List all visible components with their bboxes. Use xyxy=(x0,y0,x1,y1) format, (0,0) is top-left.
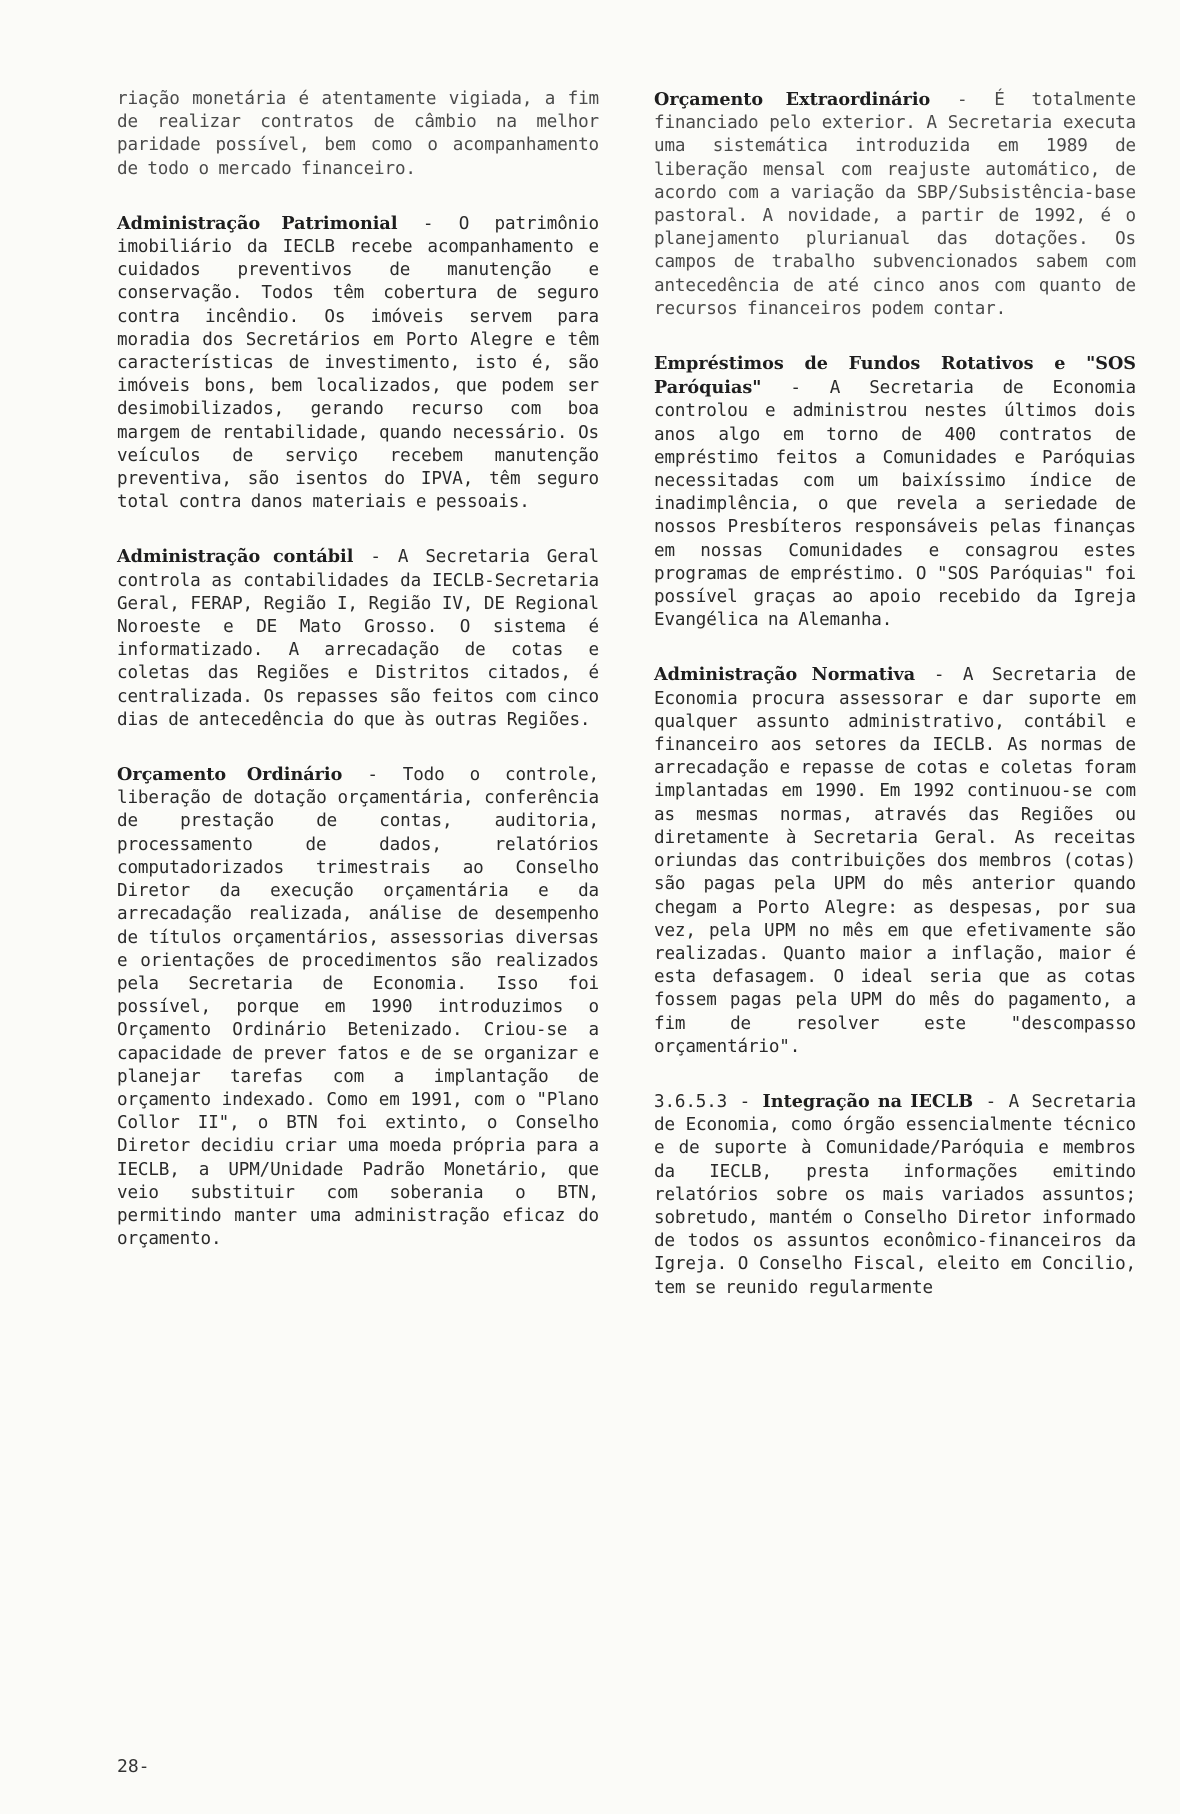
paragraph-text: - A Secretaria de Economia procura assessorar e dar suporte em qualquer assunto administrativo, contábil e financeiro aos setores da IECLB. As normas de arrecadação e repasse de cotas e coletas foram implantadas em 1990. Em 1992 continuou-se com as mesmas normas, através das Regiões ou diretamente à Secretaria Geral. As receitas oriundas das contribuições dos membros (cotas) são pagas pela UPM do mês anterior quando chegam a Porto Alegre: as despesas, por sua vez, pela UPM no mês em que efetivamente são realizadas. Quanto maior a inflação, maior é esta defasagem. O ideal seria que as cotas fossem pagas pela UPM do mês do pagamento, a fim de resolver este "descompasso orçamentário". xyxy=(654,665,1136,1057)
paragraph-heading: Administração contábil xyxy=(117,546,354,568)
page-number: 28- xyxy=(117,1756,150,1777)
paragraph-continuation xyxy=(117,88,599,181)
paragraph-administracao-contabil xyxy=(117,545,599,732)
paragraph-text: - É totalmente financiado pelo exterior. A Secretaria executa uma sistemática introduzida em 1989 de liberação mensal com reajuste automático, de acordo com a variação da SBP/Subsistência-base pastoral. A novidade, a partir de 1992, é o planejamento plurianual das dotações. Os campos de trabalho subvencionados sabem com antecedência de até cinco anos com quanto de recursos financeiros podem contar. xyxy=(654,90,1136,319)
paragraph-heading: Orçamento Ordinário xyxy=(117,764,343,786)
paragraph-orcamento-ordinario xyxy=(117,763,599,1251)
paragraph-text: - A Secretaria de Economia, como órgão essencialmente técnico e de suporte à Comunidade/Paróquia e membros da IECLB, presta informações emitindo relatórios sobre os mais variados assuntos; sobretudo, mantém o Conselho Diretor informado de todos os assuntos econômico-financeiros da Igreja. O Conselho Fiscal, eleito em Concilio, tem se reunido regularmente xyxy=(654,1091,1136,1298)
paragraph-text: - Todo o controle, liberação de dotação orçamentária, conferência de prestação de contas, auditoria, processamento de dados, relatórios computadorizados trimestrais ao Conselho Diretor da execução orçamentária e da arrecadação realizada, análise de desempenho de títulos orçamentários, assessorias diversas e orientações de procedimentos são realizados pela Secretaria de Economia. Isso foi possível, porque em 1990 introduzimos o Orçamento Ordinário Betenizado. Criou-se a capacidade de prever fatos e de se organizar e planejar tarefas com a implantação de orçamento indexado. Como em 1991, com o "Plano Collor II", o BTN foi extinto, o Conselho Diretor decidiu criar uma moeda própria para a IECLB, a UPM/Unidade Padrão Monetário, que veio substituir com soberania o BTN, permitindo manter uma administração eficaz do orçamento. xyxy=(117,765,599,1250)
paragraph-text: - A Secretaria Geral controla as contabilidades da IECLB-Secretaria Geral, FERAP, Região I, Região IV, DE Regional Noroeste e DE Mato Grosso. O sistema é informatizado. A arrecadação de cotas e coletas das Regiões e Distritos citados, é centralizada. Os repasses são feitos com cinco dias de antecedência do que às outras Regiões. xyxy=(117,547,599,730)
paragraph-administracao-normativa xyxy=(654,663,1136,1058)
paragraph-heading: Integração na IECLB xyxy=(762,1090,974,1112)
paragraph-heading: Orçamento Extraordinário xyxy=(654,89,931,110)
paragraph-orcamento-extraordinario xyxy=(654,88,1136,321)
paragraph-heading: Empréstimos de Fundos Rotativos e "SOS Paróquias" xyxy=(654,353,1136,399)
paragraph-text: riação monetária é atentamente vigiada, a fim de realizar contratos de câmbio na melhor paridade possível, bem como o acompanhamento de todo o mercado financeiro. xyxy=(117,89,599,179)
paragraph-integracao-ieclb xyxy=(654,1090,1136,1300)
paragraph-emprestimos-fundos-rotativos xyxy=(654,352,1136,632)
paragraph-text: - O patrimônio imobiliário da IECLB recebe acompanhamento e cuidados preventivos de manutenção e conservação. Todos têm cobertura de seguro contra incêndio. Os imóveis servem para moradia dos Secretários em Porto Alegre e têm características de investimento, isto é, são imóveis bons, bem localizados, que podem ser desimobilizados, gerando recurso com boa margem de rentabilidade, quando necessário. Os veículos de serviço recebem manutenção preventiva, são isentos do IPVA, têm seguro total contra danos materiais e pessoais. xyxy=(117,213,599,513)
paragraph-text: - A Secretaria de Economia controlou e administrou nestes últimos dois anos algo em torno de 400 contratos de empréstimo feitos a Comunidades e Paróquias necessitadas com um baixíssimo índice de inadimplência, o que revela a seriedade de nossos Presbíteros responsáveis pelas finanças em nossas Comunidades e consagrou estes programas de empréstimo. O "SOS Paróquias" foi possível graças ao apoio recebido da Igreja Evangélica na Alemanha. xyxy=(654,378,1136,631)
paragraph-administracao-patrimonial xyxy=(117,212,599,515)
paragraph-heading: Administração Normativa xyxy=(654,664,916,686)
right-column xyxy=(654,88,1136,1331)
left-column xyxy=(117,88,599,1282)
section-number: 3.6.5.3 - xyxy=(654,1091,763,1112)
paragraph-heading: Administração Patrimonial xyxy=(117,212,398,234)
